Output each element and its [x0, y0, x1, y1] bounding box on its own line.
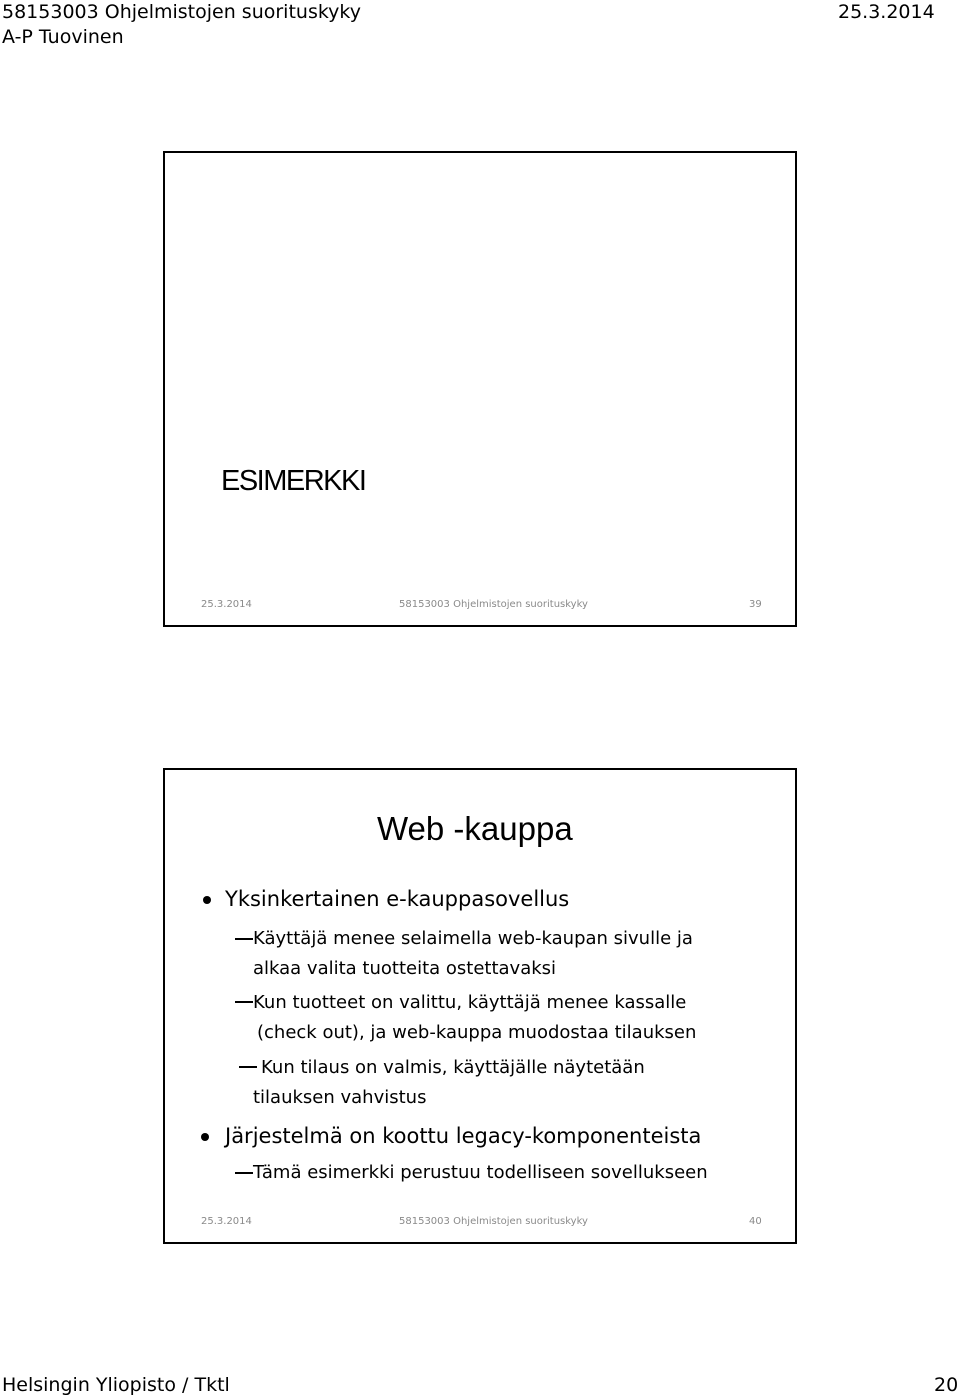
subitem-line: tilauksen vahvistus [253, 1087, 427, 1108]
dash-icon [235, 1172, 253, 1174]
subitem-line: Käyttäjä menee selaimella web-kaupan sivulle ja [253, 928, 693, 949]
subitem-line: alkaa valita tuotteita ostettavaksi [253, 958, 557, 979]
subitem-line: (check out), ja web-kauppa muodostaa tilauksen [257, 1022, 697, 1043]
subitem-line: Kun tuotteet on valittu, käyttäjä menee kassalle [253, 992, 687, 1013]
dash-icon [239, 1066, 257, 1068]
slide-39 [163, 151, 797, 627]
footer-institution: Helsingin Yliopisto / Tktl [2, 1374, 230, 1396]
header-date: 25.3.2014 [838, 1, 935, 23]
bullet-icon [203, 896, 211, 904]
bullet-text: Yksinkertainen e-kauppasovellus [225, 887, 570, 911]
slide-title: Web -kauppa [377, 810, 573, 847]
subitem-line: Tämä esimerkki perustuu todelliseen sovellukseen [253, 1162, 708, 1183]
slide-footer-date: 25.3.2014 [201, 1216, 252, 1227]
bullet-text: Järjestelmä on koottu legacy-komponenteista [225, 1124, 702, 1148]
slide-40 [163, 768, 797, 1244]
header-course: 58153003 Ohjelmistojen suorituskyky [2, 1, 361, 23]
slide-footer-course: 58153003 Ohjelmistojen suorituskyky [399, 599, 588, 610]
slide-number: 39 [749, 599, 762, 610]
slide-number: 40 [749, 1216, 762, 1227]
dash-icon [235, 938, 253, 940]
slide-footer-date: 25.3.2014 [201, 599, 252, 610]
slide-footer-course: 58153003 Ohjelmistojen suorituskyky [399, 1216, 588, 1227]
bullet-icon [201, 1133, 209, 1141]
footer-page-number: 20 [934, 1374, 959, 1396]
slide-title: ESIMERKKI [221, 465, 366, 497]
header-author: A-P Tuovinen [2, 26, 124, 48]
dash-icon [235, 1001, 253, 1003]
subitem-line: Kun tilaus on valmis, käyttäjälle näytetään [261, 1057, 645, 1078]
